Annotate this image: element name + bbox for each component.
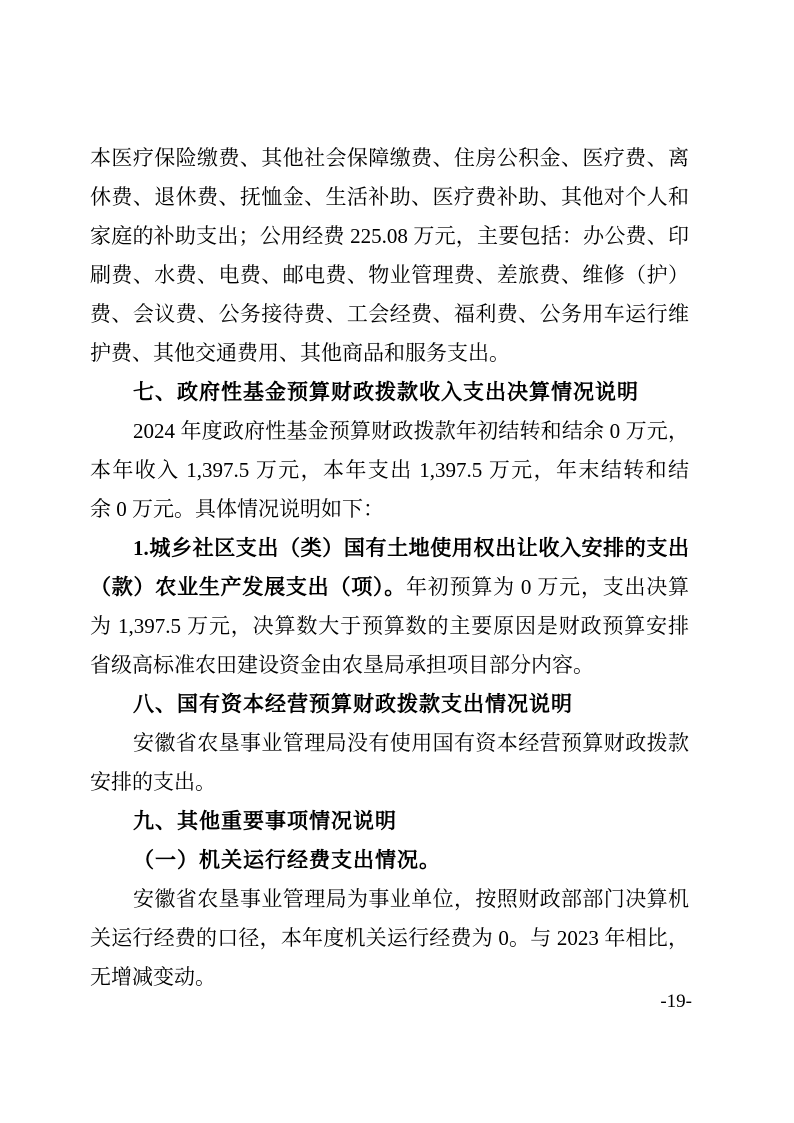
text-line (90, 568, 689, 607)
text-line (90, 763, 689, 802)
text-segment: 安排的支出。 (90, 770, 216, 794)
heading-line (90, 841, 689, 880)
text-segment: 安徽省农垦事业管理局为事业单位，按照财政部部门决算机 (133, 887, 689, 911)
text-segment: 无增减变动。 (90, 965, 216, 989)
text-segment: 1.城乡社区支出（类）国有土地使用权出让收入安排的支出 (133, 536, 689, 560)
text-segment: 八、国有资本经营预算财政拨款支出情况说明 (133, 693, 573, 716)
text-line (90, 139, 689, 178)
text-line (90, 490, 689, 529)
text-segment: 本医疗保险缴费、其他社会保障缴费、住房公积金、医疗费、离 (90, 146, 689, 170)
text-line (90, 217, 689, 256)
heading-line (90, 373, 689, 412)
text-segment: （一）机关运行经费支出情况。 (133, 849, 441, 872)
text-segment: 七、政府性基金预算财政拨款收入支出决算情况说明 (133, 381, 639, 404)
text-segment: 2024 年度政府性基金预算财政拨款年初结转和结余 0 万元， (133, 419, 689, 443)
page-number: -19- (660, 991, 692, 1012)
heading-line (90, 802, 689, 841)
text-line (90, 607, 689, 646)
text-line (90, 958, 689, 997)
text-segment: 刷费、水费、电费、邮电费、物业管理费、差旅费、维修（护） (90, 263, 689, 287)
text-segment: 休费、退休费、抚恤金、生活补助、医疗费补助、其他对个人和 (90, 185, 689, 209)
text-segment: 费、会议费、公务接待费、工会经费、福利费、公务用车运行维 (90, 302, 689, 326)
text-line (90, 412, 689, 451)
text-segment: 省级高标准农田建设资金由农垦局承担项目部分内容。 (90, 653, 594, 677)
text-segment: 关运行经费的口径，本年度机关运行经费为 0。与 2023 年相比， (90, 926, 689, 950)
text-line (90, 724, 689, 763)
text-line (90, 880, 689, 919)
text-line (90, 646, 689, 685)
text-segment: 九、其他重要事项情况说明 (133, 810, 397, 833)
text-segment: 护费、其他交通费用、其他商品和服务支出。 (90, 341, 510, 365)
text-line (90, 334, 689, 373)
text-segment: 余 0 万元。具体情况说明如下： (90, 497, 384, 521)
text-segment: 家庭的补助支出；公用经费 225.08 万元，主要包括：办公费、印 (90, 224, 689, 248)
text-line (90, 919, 689, 958)
text-segment: 年初预算为 0 万元，支出决算 (406, 575, 690, 599)
text-line (90, 256, 689, 295)
document-body (90, 139, 689, 997)
text-segment: 安徽省农垦事业管理局没有使用国有资本经营预算财政拨款 (133, 731, 689, 755)
text-line (90, 529, 689, 568)
text-line (90, 178, 689, 217)
text-segment: （款）农业生产发展支出（项）。 (90, 575, 407, 599)
text-line (90, 451, 689, 490)
text-segment: 为 1,397.5 万元，决算数大于预算数的主要原因是财政预算安排 (90, 614, 689, 638)
text-segment: 本年收入 1,397.5 万元，本年支出 1,397.5 万元，年末结转和结 (90, 458, 689, 482)
text-line (90, 295, 689, 334)
heading-line (90, 685, 689, 724)
